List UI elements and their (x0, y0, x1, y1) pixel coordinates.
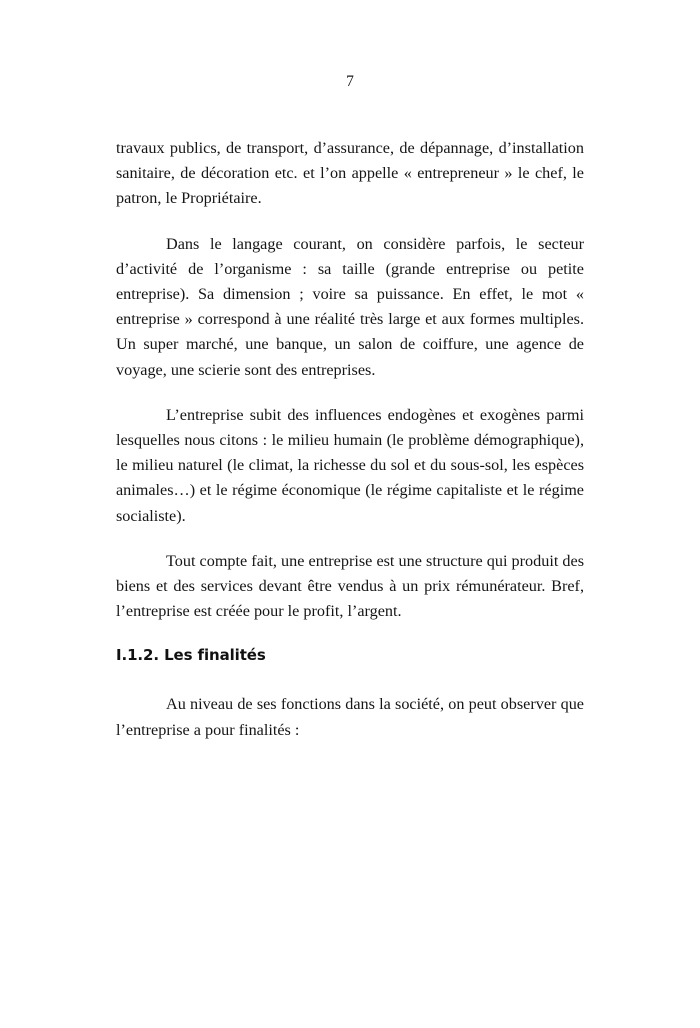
body-paragraph-4: Tout compte fait, une entreprise est une structure qui produit des biens et des services devant être vendus à un prix rémunérateur. Bref, l’entreprise est créée pour le profit, l’argent. (116, 551, 584, 621)
body-paragraph-3: L’entreprise subit des influences endogènes et exogènes parmi lesquelles nous citons : le milieu humain (le problème démographique), le milieu naturel (le climat, la richesse du sol et du sous-sol, les espèces animales…) et le régime économique (le régime capitaliste et le régime socialiste). (116, 405, 584, 525)
page-number: 7 (346, 73, 354, 90)
body-paragraph-2: Dans le langage courant, on considère parfois, le secteur d’activité de l’organisme : sa taille (grande entreprise ou petite entreprise). Sa dimension ; voire sa puissance. En effet, le mot « entreprise » correspond à une réalité très large et aux formes multiples. Un super marché, une banque, un salon de coiffure, une agence de voyage, une scierie sont des entreprises. (116, 234, 584, 379)
page-content (116, 136, 584, 743)
body-paragraph-5: Au niveau de ses fonctions dans la société, on peut observer que l’entreprise a pour finalités : (116, 695, 584, 739)
body-paragraph-1: travaux publics, de transport, d’assurance, de dépannage, d’installation sanitaire, de décoration etc. et l’on appelle « entrepreneur » le chef, le patron, le Propriétaire. (116, 139, 584, 208)
section-heading-i-1-2: I.1.2. Les finalités (116, 646, 266, 665)
